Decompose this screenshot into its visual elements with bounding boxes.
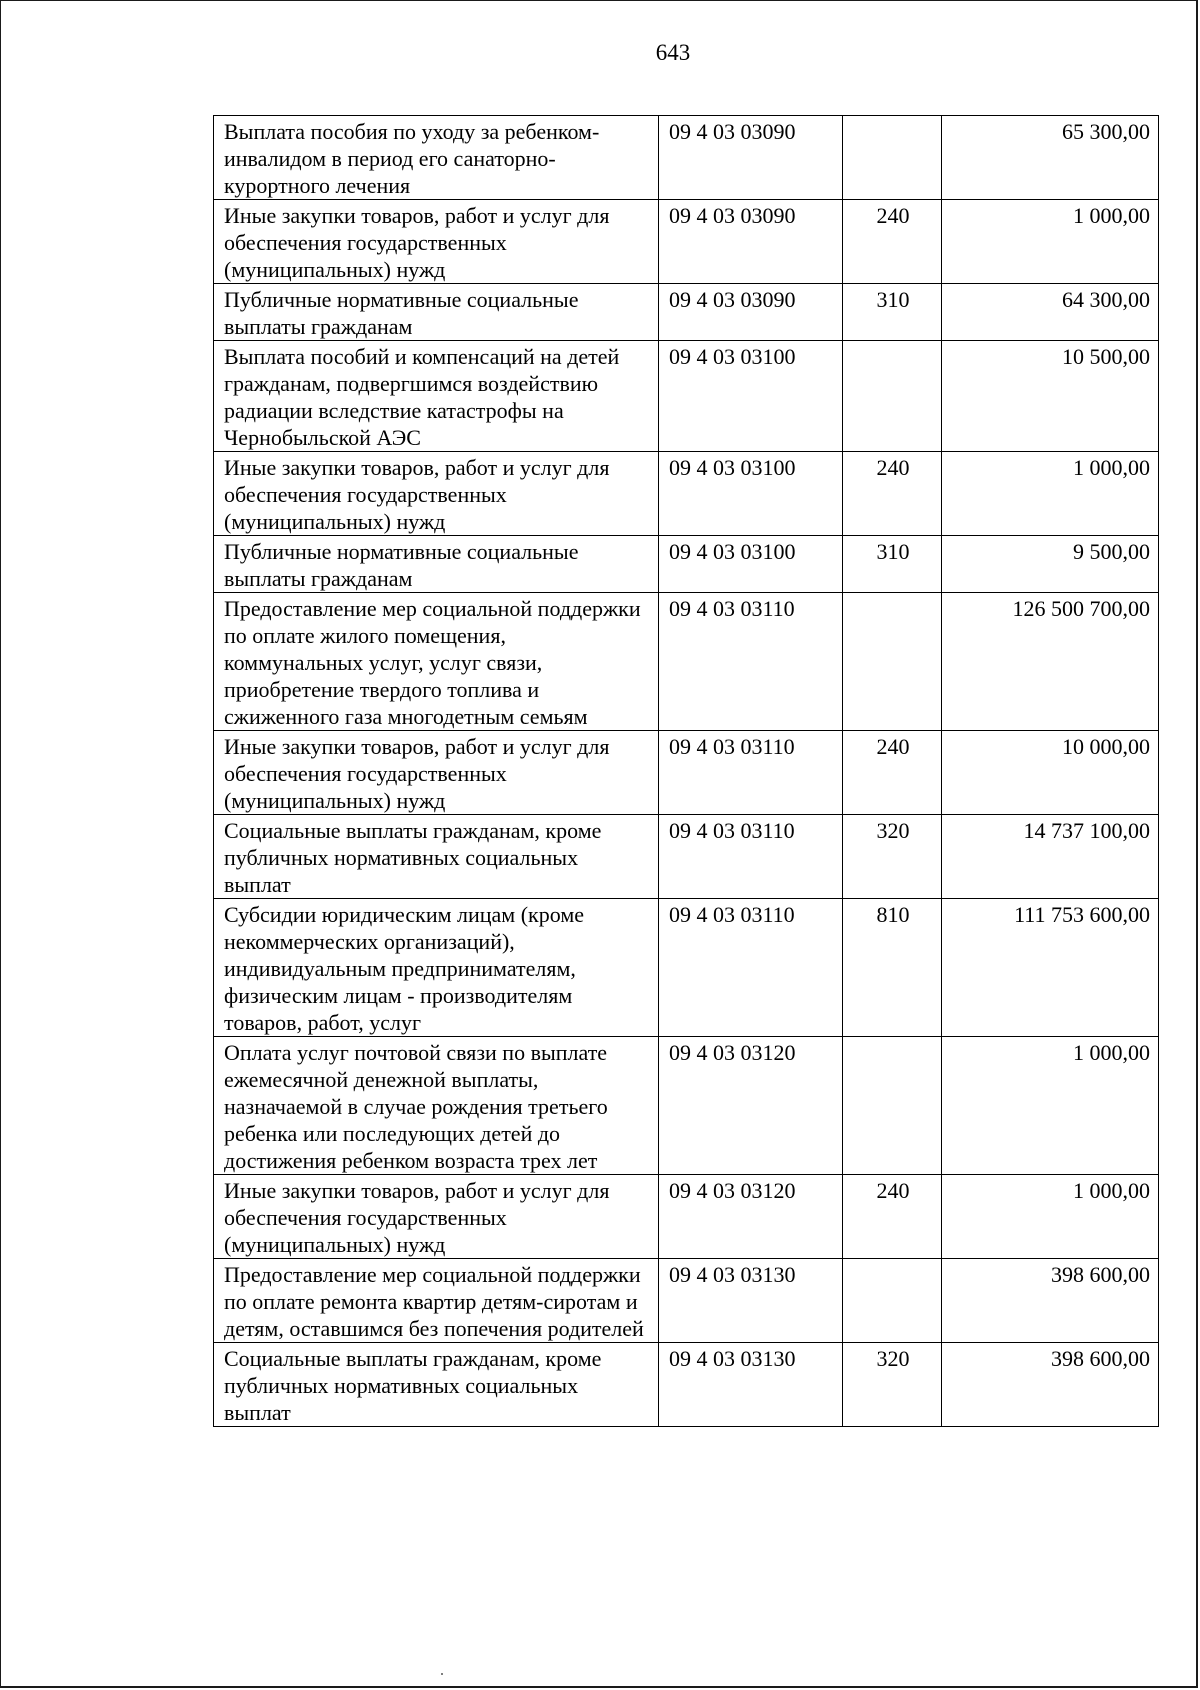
target-code-cell: 09 4 03 03110 [659,593,843,731]
expense-type-cell: 240 [843,1175,942,1259]
amount-cell: 111 753 600,00 [942,899,1159,1037]
target-code-cell: 09 4 03 03110 [659,731,843,815]
budget-table-body [214,116,1159,1427]
table-row [214,1175,1159,1259]
amount-cell: 398 600,00 [942,1259,1159,1343]
target-code-cell: 09 4 03 03100 [659,341,843,452]
expense-name-cell: Иные закупки товаров, работ и услуг для обеспечения государственных (муниципальных) нужд [214,452,659,536]
page-number: 643 [655,40,691,65]
expense-name-cell: Социальные выплаты гражданам, кроме публичных нормативных социальных выплат [214,815,659,899]
table-row [214,341,1159,452]
amount-cell: 1 000,00 [942,200,1159,284]
expense-type-cell [843,593,942,731]
scan-speck [441,1673,443,1675]
target-code-cell: 09 4 03 03120 [659,1037,843,1175]
amount-cell: 10 500,00 [942,341,1159,452]
amount-cell: 126 500 700,00 [942,593,1159,731]
table-row [214,1343,1159,1427]
target-code-cell: 09 4 03 03110 [659,899,843,1037]
target-code-cell: 09 4 03 03100 [659,536,843,593]
expense-type-cell: 310 [843,284,942,341]
table-row [214,536,1159,593]
expense-type-cell: 240 [843,452,942,536]
expense-name-cell: Публичные нормативные социальные выплаты гражданам [214,284,659,341]
amount-cell: 9 500,00 [942,536,1159,593]
expense-name-cell: Иные закупки товаров, работ и услуг для обеспечения государственных (муниципальных) нужд [214,1175,659,1259]
expense-type-cell [843,1037,942,1175]
expense-name-cell: Иные закупки товаров, работ и услуг для обеспечения государственных (муниципальных) нужд [214,200,659,284]
expense-name-cell: Выплата пособия по уходу за ребенком-инвалидом в период его санаторно-курортного лечения [214,116,659,200]
expense-name-cell: Выплата пособий и компенсаций на детей гражданам, подвергшимся воздействию радиации вследствие катастрофы на Чернобыльской АЭС [214,341,659,452]
table-row [214,116,1159,200]
amount-cell: 10 000,00 [942,731,1159,815]
expense-name-cell: Социальные выплаты гражданам, кроме публичных нормативных социальных выплат [214,1343,659,1427]
expense-name-cell: Оплата услуг почтовой связи по выплате ежемесячной денежной выплаты, назначаемой в случае рождения третьего ребенка или последующих детей до достижения ребенком возраста трех лет [214,1037,659,1175]
expense-name-cell: Субсидии юридическим лицам (кроме некоммерческих организаций), индивидуальным предпринимателям, физическим лицам - производителям товаров, работ, услуг [214,899,659,1037]
table-row [214,899,1159,1037]
expense-type-cell [843,341,942,452]
target-code-cell: 09 4 03 03090 [659,200,843,284]
amount-cell: 14 737 100,00 [942,815,1159,899]
expense-type-cell: 240 [843,200,942,284]
expense-type-cell [843,116,942,200]
table-row [214,284,1159,341]
expense-name-cell: Иные закупки товаров, работ и услуг для обеспечения государственных (муниципальных) нужд [214,731,659,815]
table-row [214,452,1159,536]
target-code-cell: 09 4 03 03090 [659,116,843,200]
target-code-cell: 09 4 03 03130 [659,1343,843,1427]
expense-type-cell [843,1259,942,1343]
expense-name-cell: Предоставление мер социальной поддержки по оплате ремонта квартир детям-сиротам и детям, оставшимся без попечения родителей [214,1259,659,1343]
expense-name-cell: Предоставление мер социальной поддержки по оплате жилого помещения, коммунальных услуг, услуг связи, приобретение твердого топлива и сжиженного газа многодетным семьям [214,593,659,731]
budget-table [213,115,1159,1427]
expense-type-cell: 320 [843,815,942,899]
expense-type-cell: 320 [843,1343,942,1427]
table-row [214,1259,1159,1343]
table-row [214,731,1159,815]
amount-cell: 1 000,00 [942,452,1159,536]
amount-cell: 65 300,00 [942,116,1159,200]
amount-cell: 1 000,00 [942,1037,1159,1175]
expense-type-cell: 240 [843,731,942,815]
table-row [214,593,1159,731]
table-row [214,200,1159,284]
amount-cell: 64 300,00 [942,284,1159,341]
target-code-cell: 09 4 03 03130 [659,1259,843,1343]
amount-cell: 1 000,00 [942,1175,1159,1259]
target-code-cell: 09 4 03 03120 [659,1175,843,1259]
expense-type-cell: 310 [843,536,942,593]
table-row [214,815,1159,899]
expense-name-cell: Публичные нормативные социальные выплаты гражданам [214,536,659,593]
target-code-cell: 09 4 03 03100 [659,452,843,536]
expense-type-cell: 810 [843,899,942,1037]
target-code-cell: 09 4 03 03090 [659,284,843,341]
table-row [214,1037,1159,1175]
amount-cell: 398 600,00 [942,1343,1159,1427]
target-code-cell: 09 4 03 03110 [659,815,843,899]
